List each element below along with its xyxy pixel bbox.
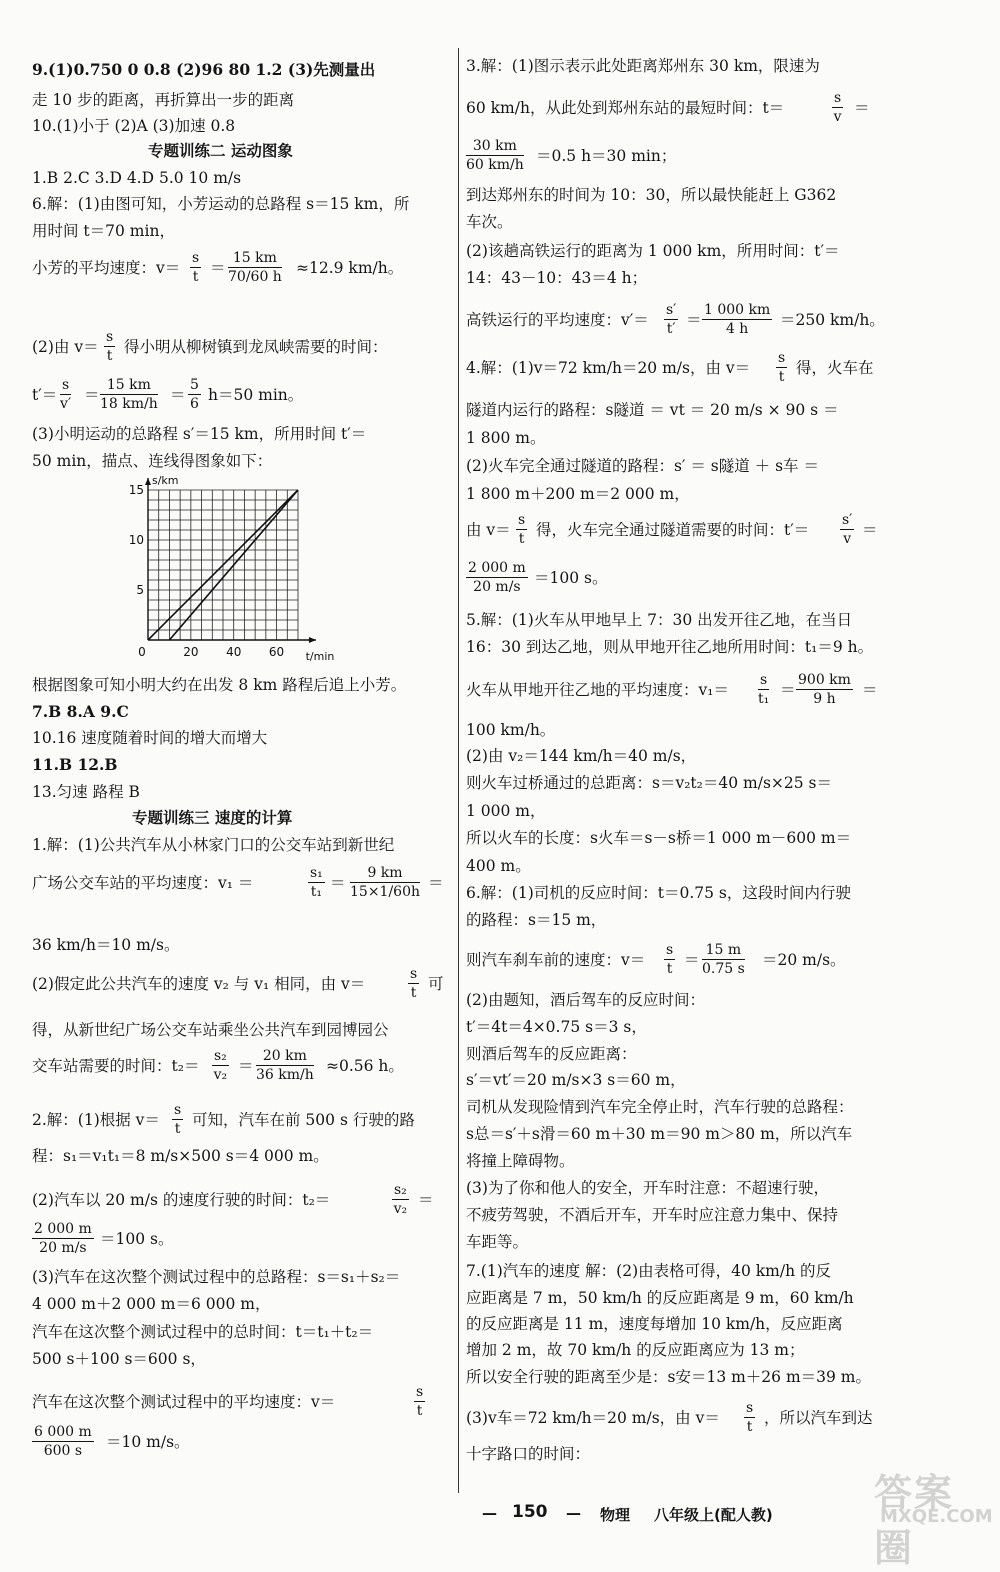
fraction: $\frac{15 m}{0.75 s}$ — [702, 942, 745, 977]
fraction: $\frac{s}{t}$ — [106, 329, 114, 364]
q6-line2: 用时间 t＝70 min， — [32, 222, 175, 240]
fraction: $\frac{s}{v'}$ — [60, 377, 72, 412]
fraction: $\frac{s}{v}$ — [833, 90, 842, 125]
fraction: $\frac{15 km}{70/60 h}$ — [228, 250, 282, 285]
fraction: $\frac{1 000 km}{4 h}$ — [704, 302, 771, 337]
fraction: $\frac{s}{t}$ — [174, 1102, 182, 1137]
y-tick-label: 5 — [136, 583, 144, 597]
footer-grade: 八年级上(配人教) — [654, 1506, 773, 1524]
answer-9-cont: 走 10 步的距离，再折算出一步的距离 — [32, 91, 295, 109]
fraction: $\frac{2 000 m}{20 m/s}$ — [34, 1221, 92, 1256]
fraction: $\frac{6 000 m}{600 s}$ — [34, 1424, 92, 1459]
q6-line1: 6.解：(1)由图可知，小芳运动的总路程 s＝15 km，所 — [32, 195, 410, 213]
y-tick-label: 10 — [128, 533, 144, 547]
q6-part2: (2)由 v＝ — [32, 338, 99, 356]
fraction: $\frac{s}{t}$ — [746, 1400, 754, 1435]
fraction: $\frac{900 km}{9 h}$ — [798, 672, 851, 707]
fraction: $\frac{s}{t}$ — [192, 250, 200, 285]
fraction: $\frac{5}{6}$ — [190, 377, 199, 412]
fraction: $\frac{s}{t}$ — [666, 942, 674, 977]
fraction: $\frac{2 000 m}{20 m/s}$ — [468, 560, 526, 595]
fraction: $\frac{s'}{t'}$ — [666, 302, 677, 337]
fraction: $\frac{9 km}{15\times 1/60h}$ — [350, 865, 420, 900]
y-tick-label: 15 — [128, 483, 144, 497]
x-tick-label: 20 — [183, 645, 199, 659]
y-axis-arrow — [145, 478, 151, 485]
fraction: $\frac{s}{\text{t₁}}$ — [758, 672, 770, 707]
fraction: $\frac{\text{s₂}}{\text{v₂}}$ — [213, 1048, 228, 1083]
fraction: $\frac{s'}{v}$ — [842, 512, 853, 547]
footer-dash-left: — — [482, 1504, 497, 1522]
y-axis-label: s/km — [152, 474, 179, 487]
fraction: $\frac{20 km}{36 km/h}$ — [256, 1048, 314, 1083]
fraction: $\frac{30 km}{60 km/h}$ — [466, 138, 524, 173]
x-tick-label: 60 — [268, 645, 285, 659]
q6-result: ≈12.9 km/h。 — [296, 259, 404, 277]
answers-1-5: 1.B 2.C 3.D 4.D 5.0 10 m/s — [32, 169, 242, 187]
page-number: 150 — [512, 1502, 548, 1522]
watermark-logo: 答案圈 MXQE.COM — [874, 1471, 993, 1570]
answer-9: 9.(1)0.750 0 0.8 (2)96 80 1.2 (3)先测量出 — [32, 60, 376, 79]
fraction: $\frac{\text{s₁}}{\text{t₁}}$ — [310, 865, 323, 900]
x-axis-arrow — [309, 637, 316, 643]
distance-time-graph — [118, 472, 348, 672]
fraction: $\frac{\text{s₂}}{\text{v₂}}$ — [393, 1182, 408, 1217]
section-heading-3: 专题训练三 速度的计算 — [132, 809, 293, 827]
fraction: $\frac{s}{t}$ — [410, 966, 418, 1001]
column-divider — [458, 48, 459, 1493]
x-tick-label: 40 — [226, 645, 242, 659]
q6-avg-speed: 小芳的平均速度：v＝ — [32, 259, 181, 277]
answer-10: 10.(1)小于 (2)A (3)加速 0.8 — [32, 117, 236, 135]
footer-subject: 物理 — [600, 1506, 631, 1524]
fraction: $\frac{15 km}{18 km/h}$ — [100, 377, 158, 412]
fraction: $\frac{s}{t}$ — [518, 512, 526, 547]
x-axis-label: t/min — [305, 650, 335, 663]
x-tick-label: 0 — [138, 645, 146, 659]
fraction: $\frac{s}{t}$ — [416, 1384, 424, 1419]
graph-conclusion: 根据图象可知小明大约在出发 8 km 路程后追上小芳。 — [32, 676, 407, 694]
section-heading-2: 专题训练二 运动图象 — [148, 142, 293, 160]
fraction: $\frac{s}{t}$ — [778, 350, 786, 385]
footer-dash-right: — — [566, 1504, 581, 1522]
